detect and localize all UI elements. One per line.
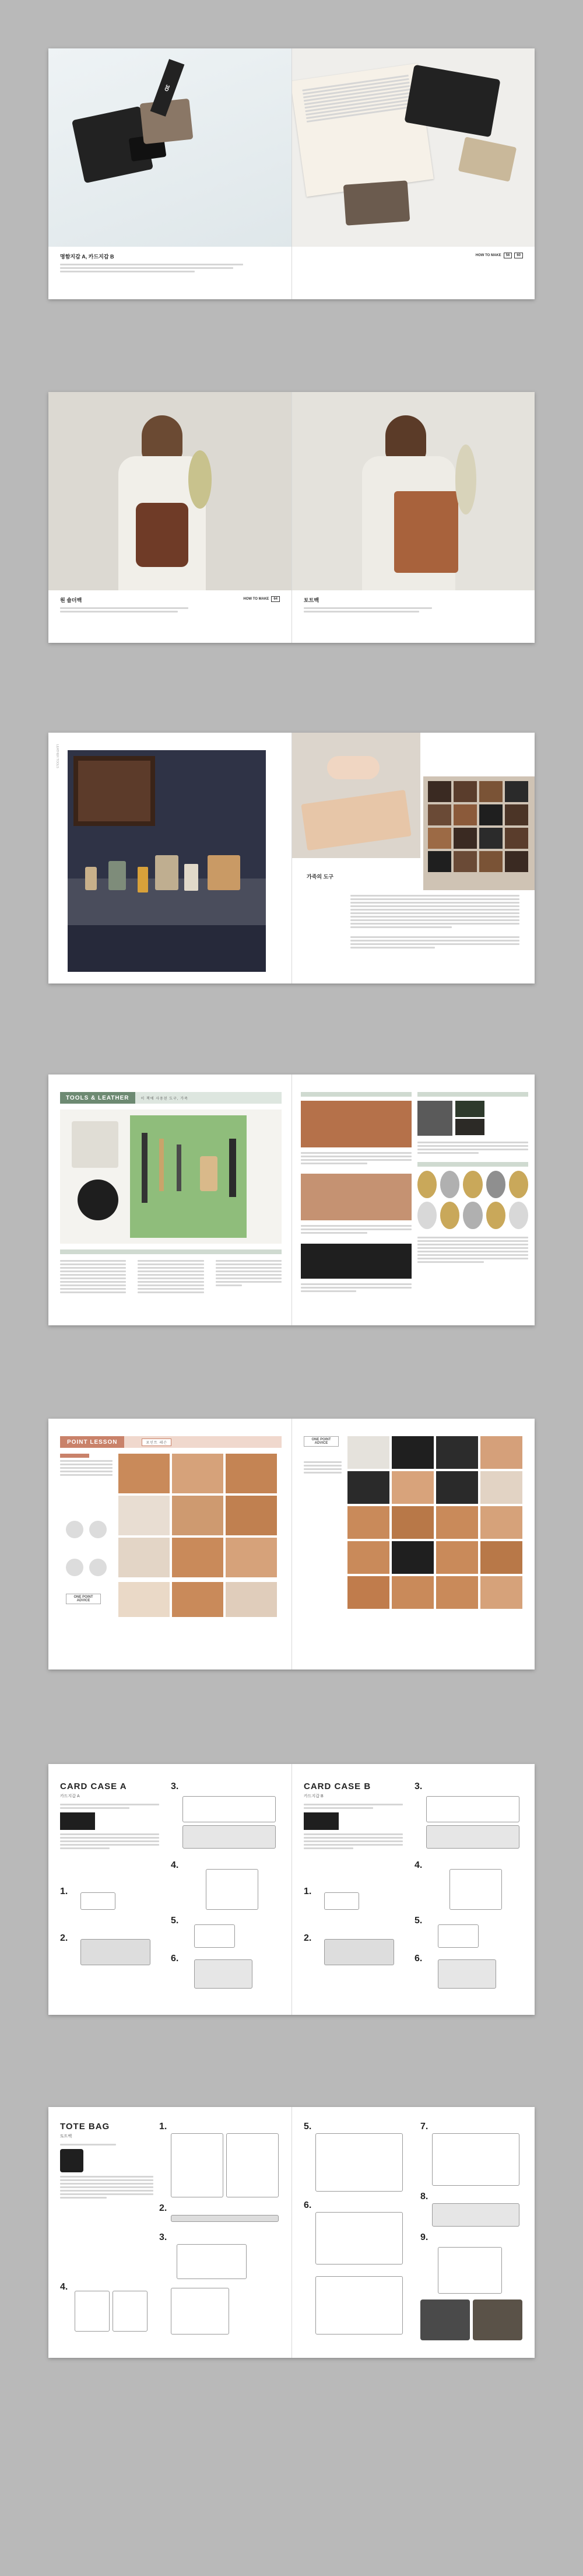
sample: [479, 781, 503, 802]
sample: [428, 828, 451, 849]
lesson-photo: [226, 1496, 277, 1535]
lesson-photo: [392, 1506, 434, 1539]
caption-text: [304, 606, 432, 614]
left-title: CARD CASE A: [60, 1782, 127, 1791]
photo-tote-bag: [292, 392, 535, 590]
lesson-photo: [172, 1582, 223, 1617]
advice-text: [304, 1460, 342, 1475]
title: 가죽의 도구: [307, 874, 333, 880]
model-hair: [385, 415, 426, 462]
step-3-diagram: [177, 2244, 247, 2279]
caption-text: [60, 262, 252, 274]
spread-tote-bag-instructions: [48, 2107, 535, 2358]
hardware-ring: [463, 1171, 482, 1198]
step-2-diagram: [324, 1939, 394, 1965]
tool-mallet: [200, 1156, 217, 1191]
howto-page-a: 56: [504, 253, 512, 258]
step-4: 4.: [60, 2282, 68, 2292]
hardware-ring: [509, 1202, 528, 1229]
tools-list: [60, 1258, 282, 1295]
sub: 토트백: [60, 2134, 72, 2138]
materials-text: [60, 1802, 159, 1851]
photo-leather-samples: [423, 776, 535, 890]
left-title: 원 숄더백: [60, 597, 82, 603]
sample: [505, 828, 528, 849]
right-title: 토트백: [304, 597, 319, 603]
tag-label: 3D: [150, 59, 185, 117]
photo-tool-board: [60, 1110, 282, 1244]
howto-link[interactable]: [476, 253, 523, 258]
left-sub: 카드지갑 A: [60, 1794, 80, 1798]
lesson-photo: [172, 1496, 223, 1535]
lesson-photo: [436, 1471, 478, 1504]
lesson-photo: [347, 1576, 389, 1609]
tool-cutting-mat: [78, 1180, 118, 1220]
tool-bottle: [85, 867, 97, 890]
rivet-diagram: [66, 1521, 83, 1538]
tool-mallet: [155, 855, 178, 890]
step-8-diagram: [432, 2203, 519, 2227]
hardware-grid: [417, 1171, 528, 1229]
page-left: [48, 2107, 292, 2358]
lesson-photo: [436, 1576, 478, 1609]
sample: [479, 804, 503, 825]
page-right: [292, 2107, 535, 2358]
step-6: 6.: [415, 1954, 423, 1964]
brown-card-case: [343, 180, 410, 226]
step-2: 2.: [159, 2203, 167, 2213]
caption-text: [60, 606, 188, 614]
hardware-text: [417, 1235, 528, 1265]
leather-swatch-light: [301, 1174, 412, 1220]
tools-header: [60, 1092, 282, 1104]
advice-box: ONE POINT ADVICE: [304, 1436, 339, 1447]
step-5-diagram: [315, 2133, 403, 2192]
lesson-photo: [480, 1541, 522, 1574]
hardware-ring: [440, 1202, 459, 1229]
page-right: [292, 392, 535, 643]
lesson-photo: [392, 1471, 434, 1504]
page-right: [292, 1419, 535, 1670]
title: TOTE BAG: [60, 2122, 110, 2132]
lesson-photo: [392, 1436, 434, 1469]
step-1-diagram: [324, 1892, 359, 1910]
step-3: 3.: [171, 1782, 179, 1791]
step-5-diagram: [438, 1924, 479, 1948]
spread-point-lesson: [48, 1419, 535, 1670]
flowers: [455, 444, 476, 514]
tan-card-case: [458, 136, 517, 181]
step-3: 3.: [159, 2232, 167, 2242]
hand: [327, 756, 380, 779]
leather-text-3: [301, 1282, 412, 1294]
tool-knife: [177, 1144, 181, 1191]
howto-label: HOW TO MAKE: [243, 597, 269, 601]
step-5: 5.: [304, 2122, 312, 2132]
page-left: [48, 48, 292, 299]
step-8: 8.: [420, 2192, 429, 2202]
lesson-photo: [480, 1436, 522, 1469]
spread-bags-photos: [48, 392, 535, 643]
spread-card-case-photos: [48, 48, 535, 299]
lesson-photo: [118, 1582, 170, 1617]
sample: [454, 828, 477, 849]
howto-page-b: 60: [514, 253, 523, 258]
sample: [454, 851, 477, 872]
leather-text-4: [417, 1140, 528, 1156]
step-2-diagram: [171, 2215, 279, 2222]
body-text: [350, 893, 519, 950]
step-6: 6.: [171, 1954, 179, 1964]
leather-header-2: [417, 1092, 528, 1097]
step-2-diagram: [80, 1939, 150, 1965]
photo-books-wallets: [292, 48, 535, 247]
step-4: 4.: [171, 1860, 179, 1870]
sample: [505, 851, 528, 872]
step-4-diagram-b: [113, 2291, 147, 2332]
model-hair: [142, 415, 182, 462]
step-6: 6.: [304, 2200, 312, 2210]
lesson-header: [60, 1436, 282, 1448]
hardware-ring: [417, 1171, 437, 1198]
step-1-diagram-a: [171, 2133, 223, 2197]
spread-card-case-instructions: [48, 1764, 535, 2015]
lesson-photo: [226, 1454, 277, 1493]
side-label: LEATHER TOOLS: [55, 744, 59, 768]
sample: [454, 781, 477, 802]
sample: [454, 804, 477, 825]
bag-brown: [136, 503, 188, 567]
lesson-photo: [392, 1541, 434, 1574]
sample: [479, 851, 503, 872]
tools-list-header: [60, 1250, 282, 1254]
step-5: 5.: [415, 1916, 423, 1926]
page-right: [292, 1074, 535, 1325]
lesson-photo: [347, 1506, 389, 1539]
tool-hammer: [208, 855, 240, 890]
leather-swatch-dark: [455, 1119, 484, 1135]
lesson-photo: [480, 1506, 522, 1539]
hardware-ring: [486, 1202, 505, 1229]
page-left: [48, 392, 292, 643]
howto-label: HOW TO MAKE: [475, 254, 501, 257]
hardware-ring: [509, 1171, 528, 1198]
leather-swatch-black: [301, 1244, 412, 1279]
hardware-ring: [417, 1202, 437, 1229]
step-1: 1.: [60, 1887, 68, 1896]
sample: [428, 851, 451, 872]
hardware-header: [417, 1162, 528, 1167]
materials-text: [304, 1802, 403, 1851]
tool-awl: [159, 1139, 164, 1191]
tool-glue: [184, 864, 198, 891]
tool-slicker: [229, 1139, 236, 1197]
step-9: 9.: [420, 2232, 429, 2242]
hardware-ring: [486, 1171, 505, 1198]
hardware-ring: [463, 1202, 482, 1229]
step-3: 3.: [415, 1782, 423, 1791]
finish-photo-a: [420, 2300, 470, 2340]
leather-piece: [301, 790, 411, 850]
step-5-diagram: [194, 1924, 235, 1948]
advice-box: ONE POINT ADVICE: [66, 1594, 101, 1604]
leather-text-1: [301, 1150, 412, 1166]
lesson-photo: [347, 1541, 389, 1574]
step-6-diagram: [194, 1959, 252, 1989]
step-7: 7.: [420, 2122, 429, 2132]
header-title: POINT LESSON: [60, 1436, 124, 1448]
bag-tan: [394, 491, 458, 573]
lesson-photo: [118, 1538, 170, 1577]
lesson-photo-grid: [118, 1454, 277, 1577]
step-4-diagram: [206, 1869, 258, 1910]
lesson-photo: [118, 1496, 170, 1535]
hardware-ring: [440, 1171, 459, 1198]
howto-page: 64: [271, 596, 280, 602]
lesson-photo: [347, 1471, 389, 1504]
lesson-photo: [480, 1576, 522, 1609]
howto-link[interactable]: [243, 596, 280, 602]
lesson-intro: [60, 1454, 113, 1478]
sample: [479, 828, 503, 849]
table-front: [68, 925, 266, 972]
rivet-diagram: [89, 1521, 107, 1538]
page-right: [292, 1764, 535, 2015]
lesson-photo: [436, 1506, 478, 1539]
page-right: [292, 733, 535, 984]
finish-photo-b: [473, 2300, 522, 2340]
right-sub: 카드지갑 B: [304, 1794, 324, 1798]
step-5: 5.: [171, 1916, 179, 1926]
rivet-diagram: [66, 1559, 83, 1576]
page-left: [48, 1074, 292, 1325]
step-1-diagram: [80, 1892, 115, 1910]
step-3-diagram-b: [426, 1825, 519, 1849]
step-1: 1.: [304, 1887, 312, 1896]
sample: [428, 781, 451, 802]
step-9-diagram: [438, 2247, 502, 2294]
flowers: [188, 450, 212, 509]
step-4-diagram: [449, 1869, 502, 1910]
photo-one-shoulder-bag: [48, 392, 292, 590]
leather-swatch-grey: [417, 1101, 452, 1136]
lesson-photo: [347, 1436, 389, 1469]
sample: [505, 781, 528, 802]
page-left: [48, 1764, 292, 2015]
leather-header-1: [301, 1092, 412, 1097]
lesson-photo: [226, 1538, 277, 1577]
step-2: 2.: [304, 1933, 312, 1943]
step-4: 4.: [415, 1860, 423, 1870]
lesson-photo: [118, 1454, 170, 1493]
tool-jar: [108, 861, 126, 890]
tool-yellow: [138, 867, 148, 892]
step-6-diagram-b: [315, 2276, 403, 2334]
lesson-photo-grid-2: [118, 1582, 277, 1617]
title: 명함지갑 A, 카드지갑 B: [60, 254, 114, 260]
lesson-photo: [480, 1471, 522, 1504]
step-3-diagram-a: [426, 1796, 519, 1822]
tool-jars: [72, 1121, 118, 1168]
step-1-diagram-b: [226, 2133, 279, 2197]
step-3-diagram-a: [182, 1796, 276, 1822]
leather-sample-grid: [428, 781, 528, 872]
lesson-photo: [436, 1436, 478, 1469]
lesson-photo: [436, 1541, 478, 1574]
step-7-diagram: [432, 2133, 519, 2186]
page-left: [48, 1419, 292, 1670]
lesson-photo: [172, 1454, 223, 1493]
header-sub: 이 책에 사용된 도구, 가죽: [141, 1097, 188, 1101]
window-frame: [73, 756, 155, 826]
page-left: [48, 733, 292, 984]
page-right: [292, 48, 535, 299]
sample: [505, 804, 528, 825]
header-title: TOOLS & LEATHER: [60, 1092, 135, 1104]
step-4-diagram-c: [171, 2288, 229, 2334]
materials-text: [60, 2142, 153, 2200]
spread-tools-and-leather: [48, 1074, 535, 1325]
tool-ruler: [142, 1133, 147, 1203]
spread-leather-tools: [48, 733, 535, 984]
lesson-photo: [392, 1576, 434, 1609]
leather-swatch-tan: [301, 1101, 412, 1147]
step-6-diagram: [315, 2212, 403, 2264]
photo-tools-on-table: [68, 750, 266, 972]
lesson-photo: [226, 1582, 277, 1617]
step-1: 1.: [159, 2122, 167, 2132]
step-2: 2.: [60, 1933, 68, 1943]
leather-text-2: [301, 1223, 412, 1236]
lesson-photo-grid-3: [347, 1436, 522, 1609]
sample: [428, 804, 451, 825]
photo-hand-leather: [292, 733, 420, 858]
step-6-diagram: [438, 1959, 496, 1989]
header-sub: 포인트 레슨: [142, 1438, 171, 1446]
lesson-photo: [172, 1538, 223, 1577]
photo-card-cases: [48, 48, 292, 247]
rivet-diagram: [89, 1559, 107, 1576]
right-title: CARD CASE B: [304, 1782, 371, 1791]
step-3-diagram-b: [182, 1825, 276, 1849]
step-4-diagram-a: [75, 2291, 110, 2332]
leather-swatch-green: [455, 1101, 484, 1117]
